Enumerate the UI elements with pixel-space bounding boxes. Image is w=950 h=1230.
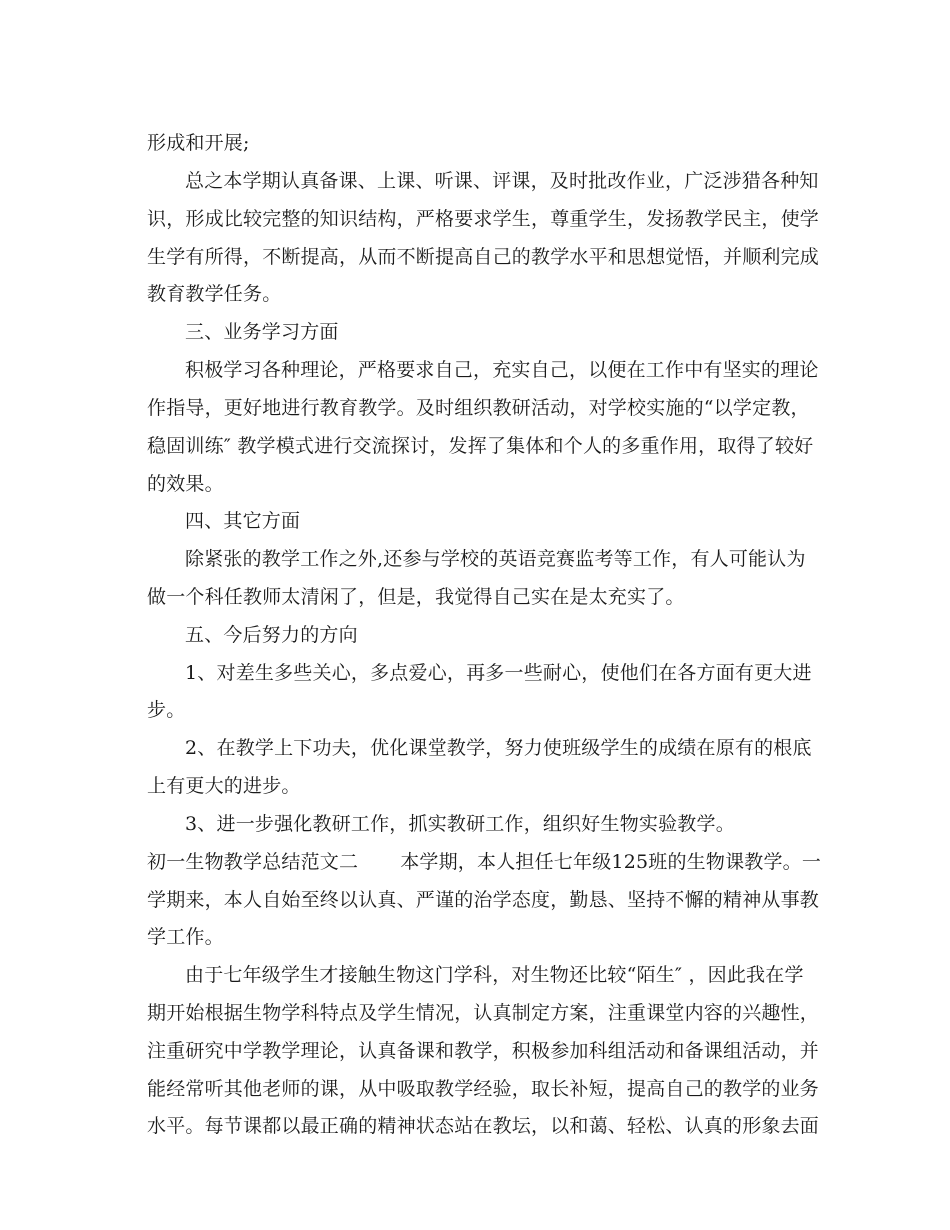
paragraph-start: 除紧张的教学工作之外,还参与学校的英语竞赛监考等工作，有人可能认为	[185, 548, 806, 570]
article-title: 初一生物教学总结范文二	[147, 851, 359, 873]
text-line: 注重研究中学教学理论，认真备课和教学，积极参加科组活动和备课组活动，并	[147, 1040, 820, 1062]
text-line: 形成和开展;	[147, 132, 250, 154]
text-line: 上有更大的进步。	[147, 775, 301, 797]
text-line: 学工作。	[147, 926, 224, 948]
list-item: 1、对差生多些关心，多点爱心，再多一些耐心，使他们在各方面有更大进	[185, 662, 812, 684]
section-intro-line	[147, 850, 821, 874]
text-line: 生学有所得，不断提高，从而不断提高自己的教学水平和思想觉悟，并顺利完成	[147, 246, 820, 268]
text-line: 期开始根据生物学科特点及学生情况，认真制定方案，注重课堂内容的兴趣性，	[147, 1002, 820, 1024]
paragraph-start: 由于七年级学生才接触生物这门学科，对生物还比较“陌生″ ，因此我在学	[185, 964, 804, 986]
paragraph-start: 积极学习各种理论，严格要求自己，充实自己，以便在工作中有坚实的理论	[185, 359, 819, 381]
text-line: 作指导，更好地进行教育教学。及时组织教研活动，对学校实施的“以学定教，	[147, 397, 810, 419]
text-line: 能经常听其他老师的课，从中吸取教学经验，取长补短，提高自己的教学的业务	[147, 1078, 820, 1100]
text-line: 教育教学任务。	[147, 283, 282, 305]
text-line: 水平。每节课都以最正确的精神状态站在教坛，以和蔼、轻松、认真的形象去面	[147, 1115, 820, 1137]
text-fragment: 本学期，本人担任七年级125班的生物课教学。一	[400, 851, 822, 873]
text-line: 稳固训练″ 教学模式进行交流探讨，发挥了集体和个人的多重作用，取得了较好	[147, 435, 814, 457]
text-line: 做一个科任教师太清闲了，但是，我觉得自己实在是太充实了。	[147, 586, 685, 608]
list-item: 2、在教学上下功夫，优化课堂教学，努力使班级学生的成绩在原有的根底	[185, 737, 812, 759]
text-line: 步。	[147, 699, 186, 721]
section-heading: 三、业务学习方面	[185, 321, 339, 343]
section-heading: 五、今后努力的方向	[185, 624, 358, 646]
text-line: 学期来，本人自始至终以认真、严谨的治学态度，勤恳、坚持不懈的精神从事教	[147, 889, 820, 911]
paragraph-start: 总之本学期认真备课、上课、听课、评课，及时批改作业，广泛涉猎各种知	[185, 170, 819, 192]
text-line: 识，形成比较完整的知识结构，严格要求学生，尊重学生，发扬教学民主，使学	[147, 208, 820, 230]
text-line: 的效果。	[147, 473, 224, 495]
list-item: 3、进一步强化教研工作，抓实教研工作，组织好生物实验教学。	[185, 813, 735, 835]
section-heading: 四、其它方面	[185, 510, 301, 532]
